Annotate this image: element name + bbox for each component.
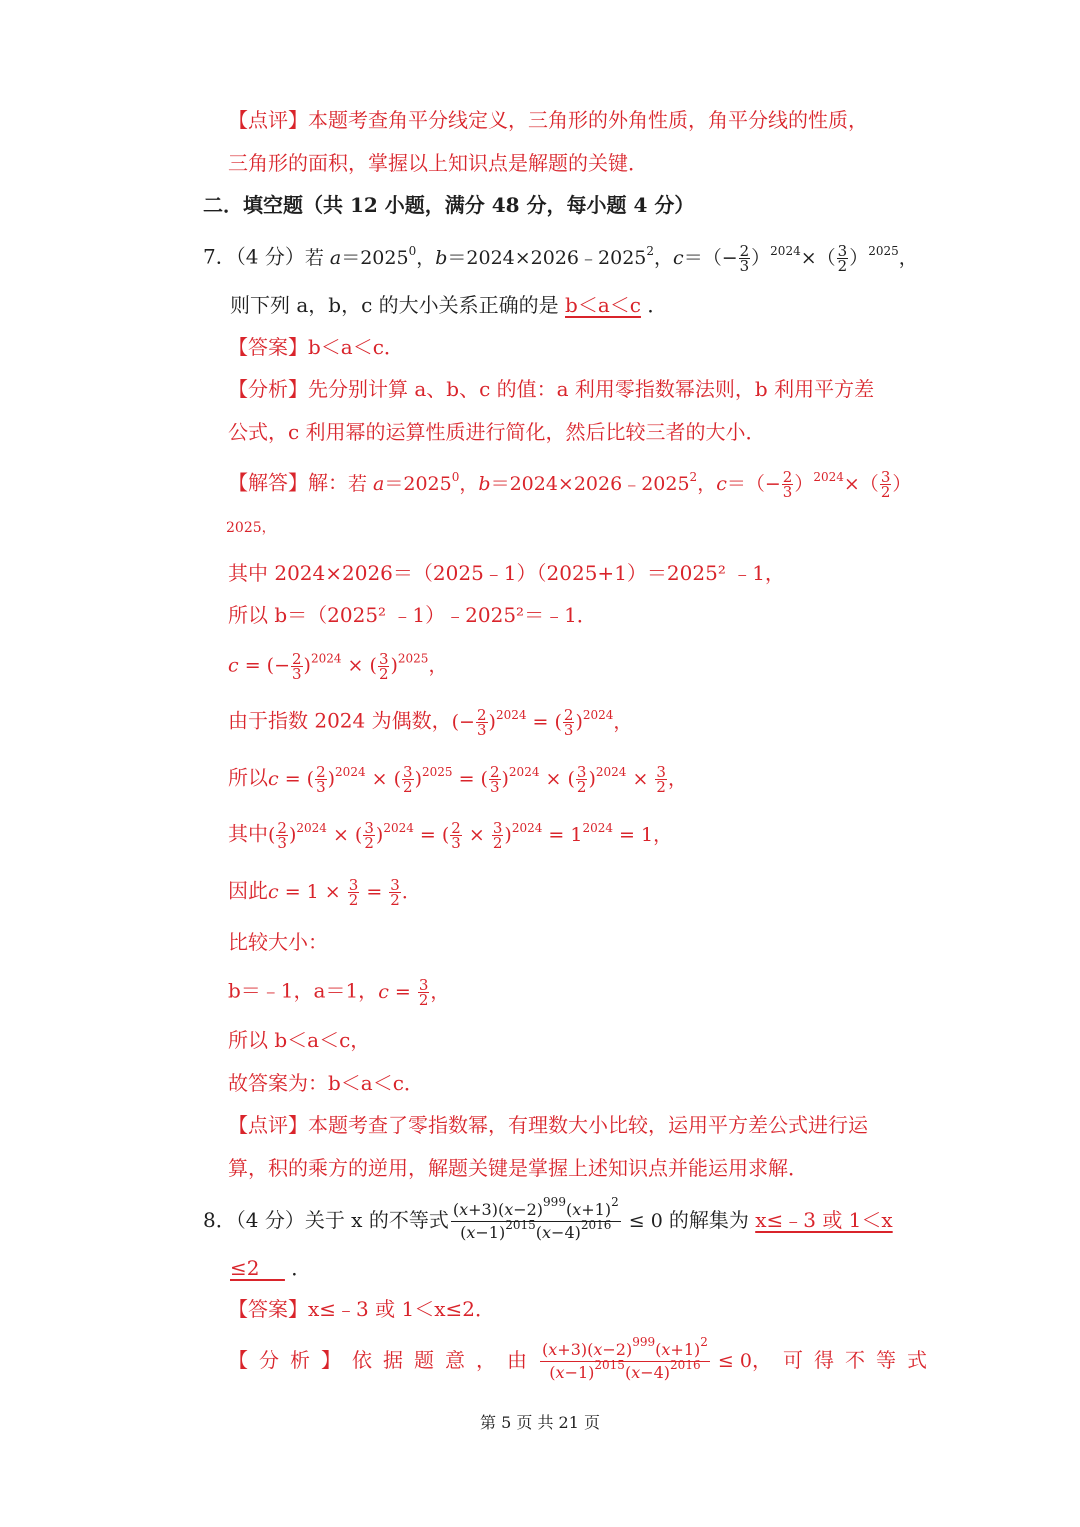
q7-comment-line1 xyxy=(228,1113,868,1137)
solution-prefix: 解： xyxy=(308,470,348,495)
q7-stem-line1 xyxy=(203,244,918,273)
q8-stem-line2 xyxy=(230,1256,311,1280)
q7-solution-line6 xyxy=(228,765,687,794)
q7-answer xyxy=(228,335,404,359)
q8-points: （4 分） xyxy=(235,1208,305,1232)
q7-compare-label: 比较大小： xyxy=(228,930,328,954)
answer-tag: 【答案】 xyxy=(228,335,308,359)
q7-solution-line5 xyxy=(228,708,632,737)
prev-comment-line1 xyxy=(228,108,868,132)
q8-number: 8． xyxy=(203,1208,236,1232)
line6-math: c = ( $\frac{2}{3}$ )$^{2024}$ × ( $\frac{3}{2}$ )$^{2025}$ = ( $\frac{2}{3}$ )$^{2024}$ × ( $\frac{3}{2}$ )$^{2024}$ × $\frac{3}{2}$ ， xyxy=(268,763,687,796)
q7-solution-line7 xyxy=(228,821,672,850)
q8-analysis-fraction: $\frac{(x+3)(x-2)^{999}(x+1)^2}{(x-1)^{2015}(x-4)^{2016}}$ xyxy=(542,1335,708,1382)
q8-stem-text2: 的解集为 xyxy=(668,1208,749,1232)
q7-stem-line2 xyxy=(230,293,667,317)
analysis-text: 先分别计算 a、b、c 的值：a 利用零指数幂法则，b 利用平方差 xyxy=(308,377,875,401)
q7-solution-line10 xyxy=(228,978,449,1007)
q7-solution-line11: 所以 b＜a＜c， xyxy=(228,1028,371,1052)
q8-analysis-line1 xyxy=(228,1336,938,1385)
q8-answer-blank-a: x≤﹣3 或 1＜x xyxy=(755,1208,893,1232)
comment-tag: 【点评】 xyxy=(228,108,308,132)
line7-text: 其中 xyxy=(228,821,268,846)
line5-text: 由于指数 2024 为偶数， xyxy=(228,708,452,733)
q7-solution-line4: c = (− $\frac{2}{3}$ )$^{2024}$ × ( $\frac{3}{2}$ )$^{2025}$， xyxy=(228,650,448,683)
answer-text: x≤﹣3 或 1＜x≤2． xyxy=(308,1297,495,1321)
answer-tag: 【答案】 xyxy=(228,1297,308,1321)
q8-leq-zero: ≤ 0 xyxy=(622,1210,669,1232)
line8-text: 因此 xyxy=(228,878,268,903)
prev-comment-line2: 三角形的面积，掌握以上知识点是解题的关键． xyxy=(228,151,648,175)
q7-solution-line8 xyxy=(228,878,421,907)
q8-analysis-leq: ≤ 0 xyxy=(711,1350,752,1372)
page-footer: 第 5 页 共 21 页 xyxy=(480,1413,600,1432)
line7-math: ( $\frac{2}{3}$ )$^{2024}$ × ( $\frac{3}{2}$ )$^{2024}$ = ( $\frac{2}{3}$ × $\frac{3}{2}$ )$^{2024} = 1^{2024} = 1$， xyxy=(268,819,673,852)
q7-solution-line12: 故答案为：b＜a＜c． xyxy=(228,1071,424,1095)
line10-text: b＝﹣1，a＝1， xyxy=(228,978,379,1003)
q8-stem-line1 xyxy=(203,1196,893,1245)
analysis-tag: 【分析】 xyxy=(228,377,308,401)
line6-text: 所以 xyxy=(228,765,268,790)
comment-tag: 【点评】 xyxy=(228,1113,308,1137)
solution-tag: 【解答】 xyxy=(228,470,308,495)
q7-solution-line2: 其中 2024×2026＝（2025﹣1）（2025+1）＝2025² ﹣1， xyxy=(228,561,785,585)
q7-analysis-line2: 公式，c 利用幂的运算性质进行简化，然后比较三者的大小． xyxy=(228,420,766,444)
comment-text: 本题考查角平分线定义，三角形的外角性质，角平分线的性质， xyxy=(308,108,868,132)
q7-solution-line1 xyxy=(228,470,911,499)
q8-inequality-fraction: $\frac{(x+3)(x-2)^{999}(x+1)^2}{(x-1)^{2015}(x-4)^{2016}}$ xyxy=(452,1195,619,1242)
q8-answer-blank-b: ≤2 xyxy=(230,1256,260,1280)
q8-blank-pad xyxy=(259,1256,284,1280)
answer-text: b＜a＜c． xyxy=(308,335,404,359)
q7-solution-cont: 2025， xyxy=(226,520,276,536)
line10-math: c = $\frac{3}{2}$ ， xyxy=(378,976,450,1009)
line5-math: (− $\frac{2}{3}$ )$^{2024}$ = ( $\frac{2}{3}$ )$^{2024}$， xyxy=(451,706,633,739)
q7-question-text: 则下列 a，b，c 的大小关系正确的是 xyxy=(230,293,559,317)
q7-number: 7． xyxy=(203,244,236,269)
q7-comment-line2: 算，积的乘方的逆用，解题关键是掌握上述知识点并能运用求解． xyxy=(228,1156,808,1180)
q7-solution-line3: 所以 b＝（2025² ﹣1）﹣2025²＝﹣1． xyxy=(228,603,597,627)
line8-math: c = 1 × $\frac{3}{2}$ = $\frac{3}{2}$ ． xyxy=(268,876,421,909)
section-heading: 二．填空题（共 12 小题，满分 48 分，每小题 4 分） xyxy=(203,193,695,217)
q8-answer xyxy=(228,1297,495,1321)
comment-text: 本题考查了零指数幂，有理数大小比较，运用平方差公式进行运 xyxy=(308,1113,868,1137)
analysis-text-b: ，可得不等式 xyxy=(751,1348,938,1372)
q8-period: ． xyxy=(291,1256,312,1280)
analysis-tag: 【分析】 xyxy=(228,1348,352,1372)
q7-analysis-line1 xyxy=(228,377,874,401)
q7-stem-expression: 若 $a=2025^0$，$b=2024\times 2026﹣2025^2$，c＝（− $\frac{2}{3}$ ）$^{2024}$×（ $\frac{3}{2}$ ）$^{2025}$， xyxy=(304,242,918,275)
q7-answer-blank: b＜a＜c xyxy=(565,293,641,317)
solution-expression: 若 $a=2025^0$，$b=2024\times 2026﹣2025^2$，c＝（− $\frac{2}{3}$ ）$^{2024}$×（ $\frac{3}{2}$ ） xyxy=(348,468,912,501)
q8-stem-text: 关于 x 的不等式 xyxy=(304,1208,449,1232)
q7-points: （4 分） xyxy=(235,244,305,269)
analysis-text-a: 依据题意，由 xyxy=(352,1348,538,1372)
q7-period: ． xyxy=(647,293,668,317)
